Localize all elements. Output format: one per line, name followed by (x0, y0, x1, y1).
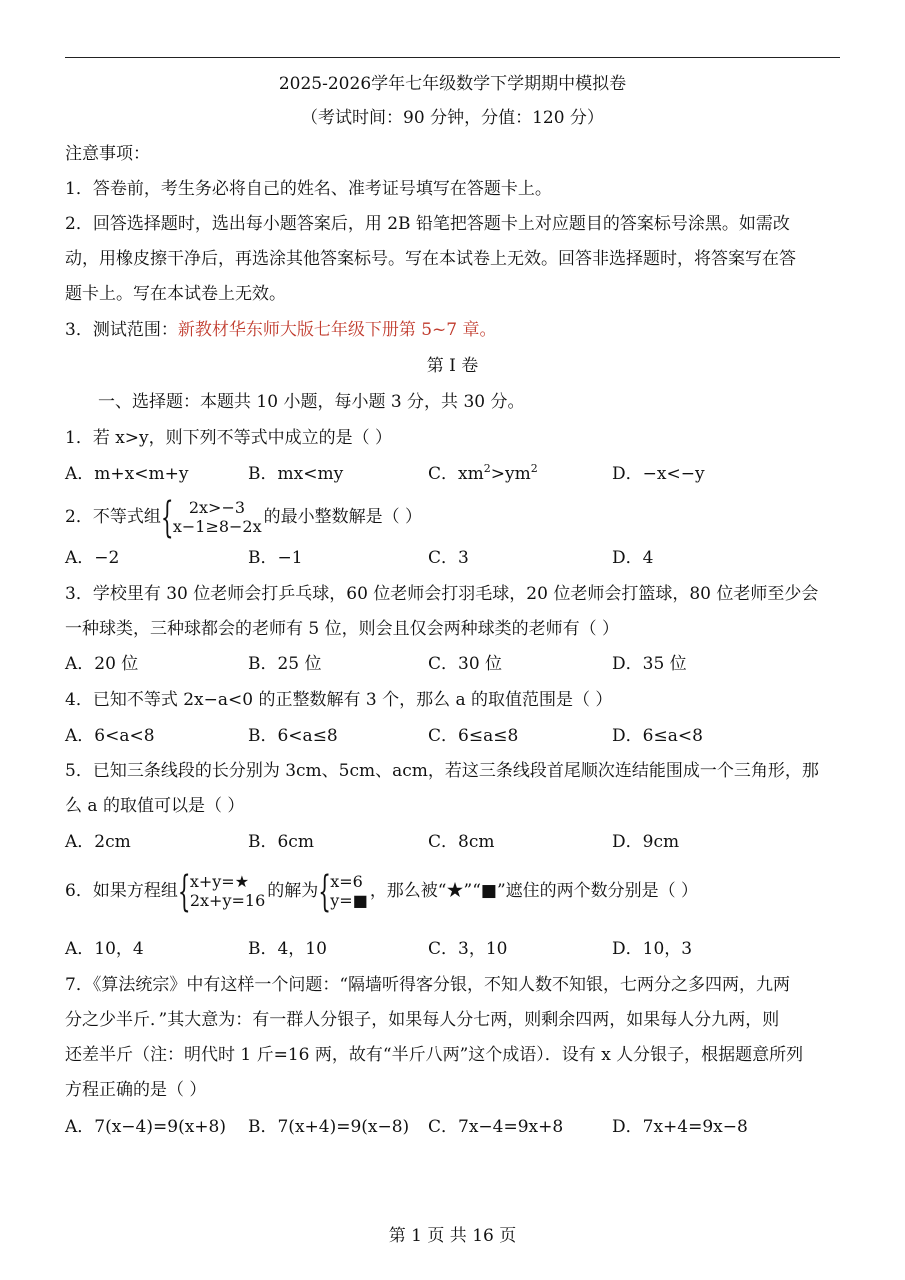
section-1-heading: 一、选择题：本题共 10 小题，每小题 3 分，共 30 分。 (98, 392, 525, 412)
q5-option-b: B．6cm (248, 832, 314, 852)
exam-subtitle: （考试时间：90 分钟，分值：120 分） (301, 108, 604, 128)
q2-inequality-system (160, 491, 262, 542)
q6-option-a: A．10，4 (65, 939, 144, 959)
q1-stem: 1．若 x>y，则下列不等式中成立的是（ ） (65, 428, 393, 448)
volume-label: 第 I 卷 (426, 356, 479, 376)
q7-option-d: D．7x+4=9x−8 (612, 1117, 748, 1137)
q7-stem-line-3: 还差半斤（注：明代时 1 斤=16 两，故有“半斤八两”这个成语）．设有 x 人分银子，根据题意所列 (65, 1045, 804, 1065)
q2-brace: { (160, 491, 174, 542)
note-2-line-3: 题卡上。写在本试卷上无效。 (65, 284, 286, 304)
header-rule (65, 57, 840, 58)
q6-stem-pre: 6．如果方程组 (65, 880, 178, 901)
q2-stem (65, 491, 423, 542)
q2-option-c: C．3 (428, 548, 469, 568)
q4-option-a: A．6<a<8 (65, 726, 155, 746)
q4-option-b: B．6<a≤8 (248, 726, 338, 746)
q1-option-c (428, 462, 538, 486)
q1-option-a: A．m+x<m+y (65, 464, 189, 484)
q7-stem-line-2: 分之少半斤．”其大意为：有一群人分银子，如果每人分七两，则剩余四两，如果每人分九两，则 (65, 1010, 780, 1030)
q6-brace-1: { (177, 865, 191, 916)
q6-solution-system (318, 865, 368, 916)
q1-option-c-mid: >ym (490, 464, 531, 484)
q5-option-c: C．8cm (428, 832, 495, 852)
q6-brace-2: { (318, 865, 331, 916)
q3-stem-line-1: 3．学校里有 30 位老师会打乒乓球，60 位老师会打羽毛球，20 位老师会打篮球，80 位老师至少会 (65, 584, 819, 604)
q6-stem (65, 865, 699, 916)
q5-stem-line-2: 么 a 的取值可以是（ ） (65, 796, 245, 816)
note-3-scope: 新教材华东师大版七年级下册第 5~7 章。 (177, 320, 497, 340)
q7-option-a: A．7(x−4)=9(x+8) (65, 1117, 226, 1137)
q2-option-b: B．−1 (248, 548, 303, 568)
q6-system-1-row-1: x+y=★ (189, 871, 250, 891)
q6-equation-system (177, 865, 266, 916)
q7-option-b: B．7(x+4)=9(x−8) (248, 1117, 410, 1137)
q7-option-c: C．7x−4=9x+8 (428, 1117, 564, 1137)
q3-stem-line-2: 一种球类，三种球都会的老师有 5 位，则会且仅会两种球类的老师有（ ） (65, 619, 620, 639)
q3-option-a: A．20 位 (65, 654, 139, 674)
note-2-line-2: 动，用橡皮擦干净后，再选涂其他答案标号。写在本试卷上无效。回答非选择题时，将答案写在答 (65, 249, 796, 269)
q7-stem-line-1: 7．《算法统宗》中有这样一个问题：“隔墙听得客分银，不知人数不知银，七两分之多四两，九两 (65, 975, 791, 995)
q4-stem: 4．已知不等式 2x−a<0 的正整数解有 3 个，那么 a 的取值范围是（ ） (65, 690, 613, 710)
q1-option-c-sup-2: 2 (530, 462, 538, 475)
q2-system-row-2: x−1≥8−2x (172, 516, 262, 536)
q4-option-d: D．6≤a<8 (612, 726, 703, 746)
q6-option-c: C．3，10 (428, 939, 508, 959)
q5-option-a: A．2cm (65, 832, 131, 852)
q4-option-c: C．6≤a≤8 (428, 726, 519, 746)
note-3-prefix: 3．测试范围： (65, 320, 178, 340)
q6-system-2-row-1: x=6 (330, 871, 363, 891)
note-3 (65, 318, 497, 342)
q6-stem-mid: 的解为 (267, 880, 319, 901)
q1-option-b: B．mx<my (248, 464, 344, 484)
notes-heading: 注意事项： (65, 144, 150, 164)
q2-stem-post: 的最小整数解是（ ） (263, 506, 423, 527)
note-2-line-1: 2．回答选择题时，选出每小题答案后，用 2B 铅笔把答题卡上对应题目的答案标号涂黑。如需改 (65, 214, 790, 234)
q7-stem-line-4: 方程正确的是（ ） (65, 1080, 207, 1100)
q5-stem-line-1: 5．已知三条线段的长分别为 3cm、5cm、acm，若这三条线段首尾顺次连结能围成一个三角形，那 (65, 761, 819, 781)
q6-system-1-row-2: 2x+y=16 (189, 890, 266, 910)
q1-option-d: D．−x<−y (612, 464, 705, 484)
q2-option-a: A．−2 (65, 548, 120, 568)
q6-option-b: B．4，10 (248, 939, 327, 959)
q3-option-c: C．30 位 (428, 654, 503, 674)
q6-system-2-row-2: y=■ (330, 890, 368, 910)
note-1: 1．答卷前，考生务必将自己的姓名、准考证号填写在答题卡上。 (65, 179, 552, 199)
q3-option-b: B．25 位 (248, 654, 322, 674)
q2-option-d: D．4 (612, 548, 654, 568)
q1-option-c-sup-1: 2 (483, 462, 491, 475)
exam-title: 2025-2026学年七年级数学下学期期中模拟卷 (278, 74, 627, 94)
q3-option-d: D．35 位 (612, 654, 687, 674)
q2-system-row-1: 2x>−3 (188, 497, 246, 517)
q6-stem-post: ，那么被“★”“■”遮住的两个数分别是（ ） (369, 880, 699, 901)
q1-option-c-pre: C．xm (428, 464, 484, 484)
q5-option-d: D．9cm (612, 832, 680, 852)
q2-stem-pre: 2．不等式组 (65, 506, 161, 527)
page-footer: 第 1 页 共 16 页 (388, 1226, 517, 1246)
q6-option-d: D．10，3 (612, 939, 693, 959)
